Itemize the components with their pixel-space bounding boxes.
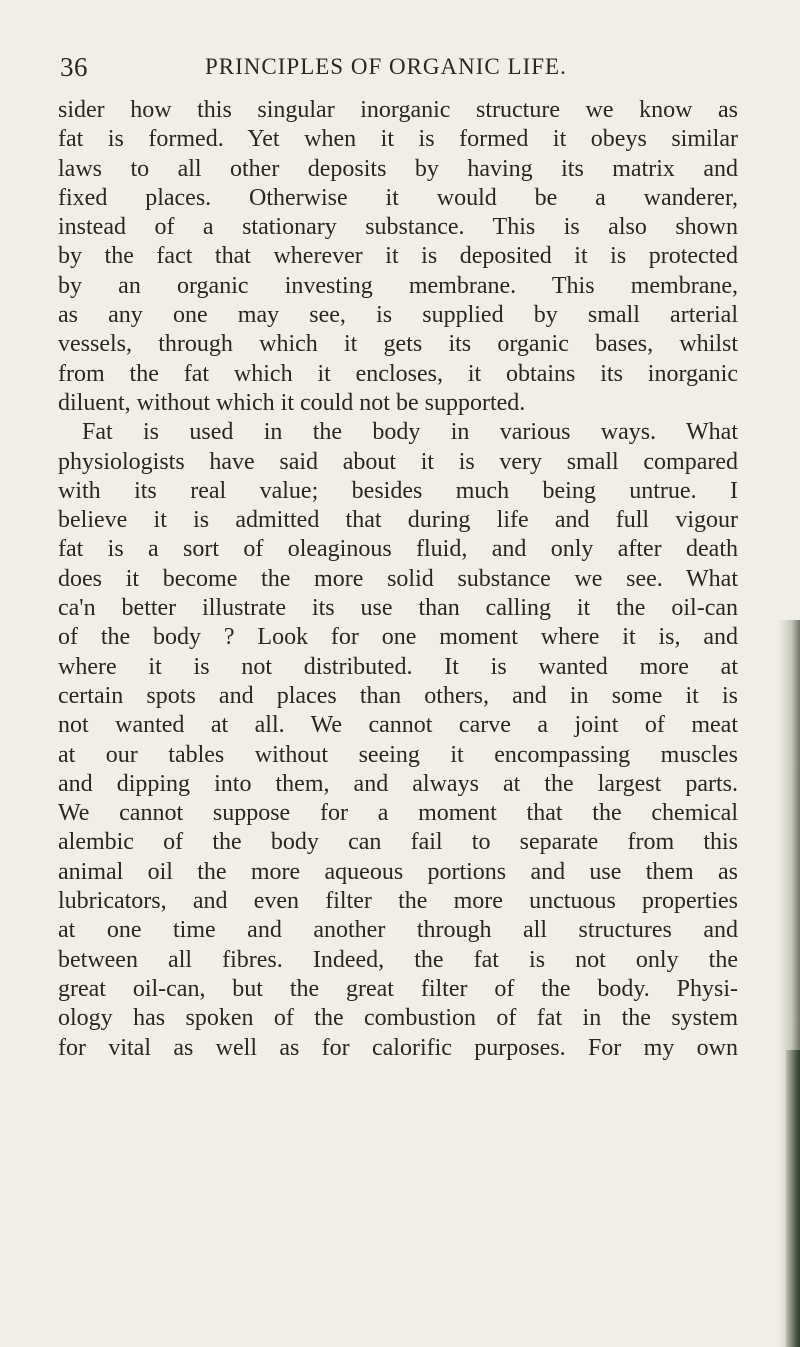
text-line: physiologists have said about it is very small compared: [58, 448, 738, 475]
text-line: for vital as well as for calorific purposes. For my own: [58, 1034, 738, 1061]
text-line: instead of a stationary substance. This is also shown: [58, 214, 738, 241]
text-line: at our tables without seeing it encompassing muscles: [58, 741, 738, 768]
text-line: lubricators, and even filter the more unctuous properties: [58, 888, 738, 915]
running-title: PRINCIPLES OF ORGANIC LIFE.: [205, 54, 567, 79]
page-edge-binding: [786, 1050, 800, 1347]
text-line: as any one may see, is supplied by small arterial: [58, 302, 738, 329]
text-line: laws to all other deposits by having its matrix and: [58, 155, 738, 182]
text-line: by the fact that wherever it is deposited it is protected: [58, 243, 738, 270]
text-line: does it become the more solid substance we see. What: [58, 565, 738, 592]
text-line: sider how this singular inorganic structure we know as: [58, 97, 738, 123]
text-line: and dipping into them, and always at the largest parts.: [58, 770, 738, 797]
text-line: animal oil the more aqueous portions and use them as: [58, 858, 738, 885]
text-line: between all fibres. Indeed, the fat is not only the: [58, 946, 738, 973]
text-line: great oil-can, but the great filter of the body. Physi-: [58, 975, 738, 1002]
text-line: from the fat which it encloses, it obtains its inorganic: [58, 360, 738, 387]
text-line: by an organic investing membrane. This membrane,: [58, 272, 738, 299]
text-line: ology has spoken of the combustion of fat in the system: [58, 1005, 738, 1032]
text-line: with its real value; besides much being untrue. I: [58, 477, 738, 504]
text-line: fat is formed. Yet when it is formed it obeys similar: [58, 126, 738, 153]
text-line: not wanted at all. We cannot carve a joint of meat: [58, 712, 738, 739]
text-line: fixed places. Otherwise it would be a wanderer,: [58, 184, 738, 211]
text-line: diluent, without which it could not be supported.: [58, 389, 526, 416]
text-line: vessels, through which it gets its organic bases, whilst: [58, 331, 738, 358]
text-line: where it is not distributed. It is wanted more at: [58, 653, 738, 680]
text-line: certain spots and places than others, and in some it is: [58, 682, 738, 709]
body-text: [58, 96, 738, 1063]
text-line: alembic of the body can fail to separate from this: [58, 829, 738, 856]
text-line: Fat is used in the body in various ways. What: [82, 419, 738, 446]
text-line: of the body ? Look for one moment where it is, and: [58, 624, 738, 651]
text-line: believe it is admitted that during life and full vigour: [58, 507, 738, 534]
text-line: fat is a sort of oleaginous fluid, and only after death: [58, 536, 738, 563]
text-line: at one time and another through all structures and: [58, 917, 738, 944]
text-line: We cannot suppose for a moment that the chemical: [58, 800, 738, 827]
page-number: 36: [60, 52, 88, 82]
text-line: ca'n better illustrate its use than calling it the oil-can: [58, 595, 738, 622]
running-head: [60, 52, 700, 92]
